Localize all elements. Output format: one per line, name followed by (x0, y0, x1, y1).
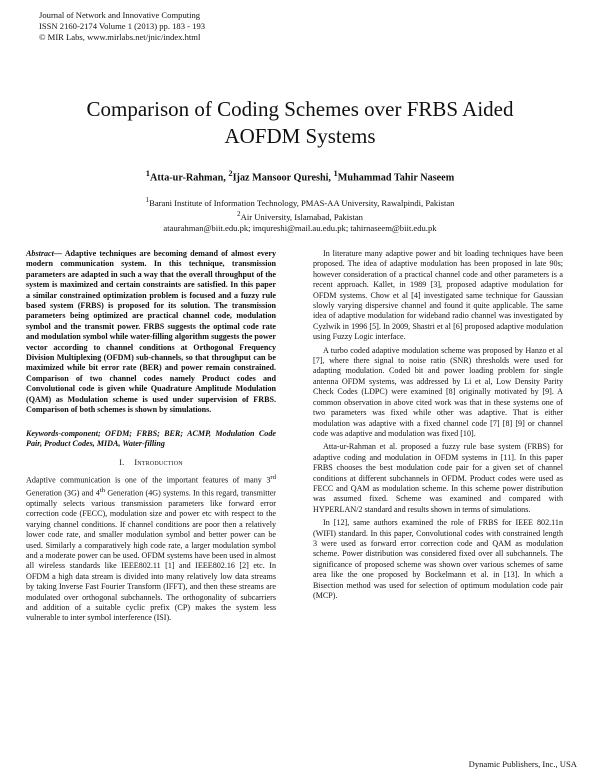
right-paragraph-4: In [12], same authors examined the role of FRBS for IEEE 802.11n (WIFI) standard. In this paper, Convolutional codes with constrained length 3 were used as forward error correction code and QAM as modulation scheme. Power distribution was considered fixed over all subchannels. The significance of proposed scheme was shown over various schemes of same area like the one proposed by Bockelmann et al. in [13]. In which a Bisection method was used for selection of optimum modulation code pair (MCP). (313, 518, 563, 600)
paper-title-line1: Comparison of Coding Schemes over FRBS Aided (86, 97, 514, 121)
abstract (26, 249, 276, 416)
right-paragraph-1: In literature many adaptive power and bit loading techniques have been proposed. The idea of adaptive modulation has been proposed in late 90s; however consideration of a practical channel code and other parameters is a recent approach. Kallet, in 1989 [3], proposed adaptive modulation for OFDM systems. Chow et al [4] investigated same technique for Gaussian slowly varying dispersive channel and found it quite applicable. The same idea of adaptive modulation for wideband radio channel was investigated by Cyzlwik in 1996 [5]. In 2009, Shastri et al [6] proposed adaptive modulation using Fuzzy Logic interface. (313, 249, 563, 342)
author-emails[interactable]: ataurahman@biit.edu.pk; imqureshi@mail.au.edu.pk; tahirnaseem@biit.edu.pk (163, 222, 437, 233)
affiliations (40, 195, 560, 234)
publisher-footer: Dynamic Publishers, Inc., USA (468, 759, 577, 769)
affiliation-1: $^1$Barani Institute of Information Technology, PMAS-AA University, Rawalpindi, Pakistan (145, 196, 455, 208)
left-column (26, 249, 276, 624)
right-paragraph-3: Atta-ur-Rahman et al. proposed a fuzzy rule base system (FRBS) for adaptive coding and modulation in OFDM systems in [11]. In this paper FRBS chooses the best modulation code pair for a given set of channel conditions at different subchannels in OFDM. Product codes were used as FECC and QAM as modulation scheme. In this scheme power distribution was assumed fixed. Scheme was examined and compared with HYPERLAN/2 standard and results shown in terms of simulations. (313, 442, 563, 514)
right-column (313, 249, 563, 601)
journal-issn: ISSN 2160-2174 Volume 1 (2013) pp. 183 - 193 (39, 21, 206, 31)
section-title: Introduction (134, 458, 183, 468)
section-heading-introduction (26, 458, 276, 468)
intro-paragraph-1: Adaptive communication is one of the important features of many 3rd Generation (3G) and 4th Generation (4G) systems. In this regard, transmitter optimally selects various transmission parameters like forward error correction code (FECC), modulation size and power etc with respect to the varying channel conditions. If channel conditions are poor then a relatively lower code rate, and smaller modulation symbol and better power can be used. Similarly a comparatively high code rate, a larger modulation symbol and a moderate power can be used. OFDM systems have been used in almost all wireless standards like IEEE802.11 [1] and IEEE802.16 [2] etc. In OFDM a high data stream is divided into many relatively low data streams by taking Inverse Fast Fourier Transform (IFFT), and then these streams are modulated over orthogonal subchannels. The orthogonality of subcarriers and addition of a suitable cyclic prefix (CP) makes the system less vulnerable to inter symbol interference (ISI). (26, 473, 277, 623)
journal-header (39, 10, 205, 43)
affiliation-2: $^2$Air University, Islamabad, Pakistan (237, 209, 363, 222)
author-list: $^1$Atta-ur-Rahman, $^2$Ijaz Mansoor Qureshi, $^1$Muhammad Tahir Naseem (145, 168, 455, 184)
journal-name: Journal of Network and Innovative Computing (39, 10, 201, 20)
section-number: I. (119, 458, 125, 468)
paper-title-line2: AOFDM Systems (224, 124, 376, 148)
right-paragraph-2: A turbo coded adaptive modulation scheme was proposed by Hanzo et al [7], where there signal to noise ratio (SNR) thresholds were used for adapting modulation. Coded bit and power loading problem for single antenna OFDM systems, was addressed by Li et al, Low Density Parity Check Codes (LDPC) were examined [8] originally motivated by [9]. A common observation in above cited work was that in these systems one of two parameters was fixed while other was adaptive. That is either modulation was adaptive with a fixed channel code [7] [8] [9] or channel code was adaptive and modulation was fixed [10]. (313, 345, 563, 438)
keywords: Keywords-component; OFDM; FRBS; BER; ACMP, Modulation Code Pair, Product Codes, MIDA, Water-filling (26, 428, 276, 448)
abstract-text: Adaptive techniques are becoming demand of almost every modern communication system. In this technique, transmission parameters are adapted in such a way that the overall throughput of the system is maximized and certain constraints are satisfied. In this paper a similar constrained optimization problem is focused and a fuzzy rule based system (FRBS) is proposed for its solution. The transmission parameters being optimized are practical channel code, modulation symbol and the transmit power. FRBS suggests the optimal code rate and modulation symbol while water-filling algorithm suggests the power vector according to channel conditions at Orthogonal Frequency Division Multiplexing (OFDM) sub-channels, so that throughput can be maximized while bit error rate (BER) and power remain constrained. Comparison of two channel codes namely Product codes and Convolutional code is given while Quadrature Amplitude Modulation (QAM) as Modulation scheme is used under supervision of FRBS. Comparison of both schemes is shown by simulations. (26, 249, 276, 415)
journal-url[interactable]: © MIR Labs, www.mirlabs.net/jnic/index.html (39, 32, 201, 42)
abstract-label: Abstract— (26, 249, 62, 258)
paper-title (40, 96, 560, 150)
